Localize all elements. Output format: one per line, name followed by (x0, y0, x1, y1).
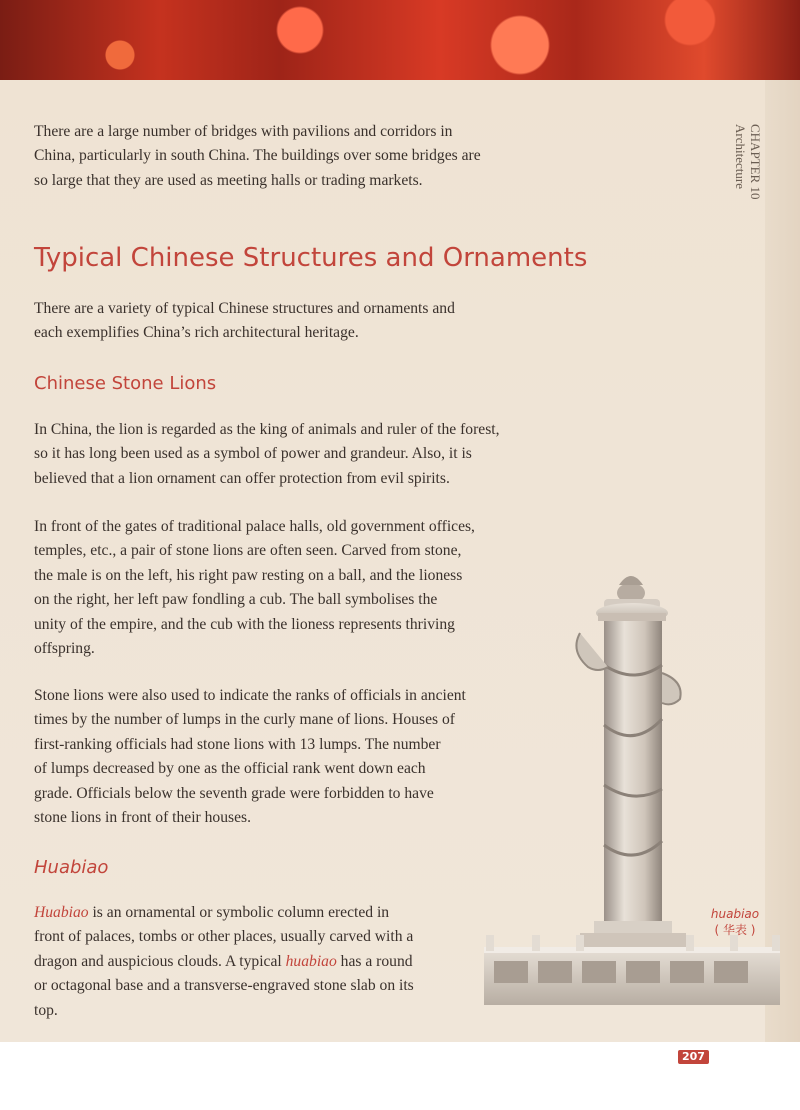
text-line: of lumps decreased by one as the official rank went down each (34, 760, 426, 778)
text-line: front of palaces, tombs or other places, usually carved with a (34, 928, 414, 946)
lions-paragraph-2 (34, 515, 475, 661)
chapter-tab (733, 124, 763, 199)
text-fragment: dragon and auspicious clouds. A typical (34, 952, 286, 970)
text-fragment: has a round (336, 952, 413, 970)
text-line: top. (34, 1001, 58, 1019)
lions-paragraph-1 (34, 418, 500, 491)
page-number: 207 (678, 1050, 709, 1064)
text-line: China, particularly in south China. The buildings over some bridges are (34, 147, 481, 165)
text-fragment: is an ornamental or symbolic column erected in (88, 904, 390, 921)
header-banner-image (0, 0, 800, 80)
chapter-number: CHAPTER 10 (748, 124, 763, 200)
text-line: offspring. (34, 640, 95, 658)
lions-paragraph-3 (34, 684, 466, 830)
caption-term: huabiao (710, 907, 760, 921)
huabiao-photo (476, 555, 786, 1010)
caption-chinese: ( 华表 ) (714, 923, 756, 937)
section-title: Typical Chinese Structures and Ornaments (34, 243, 588, 273)
huabiao-term: Huabiao (34, 904, 89, 921)
text-line: In front of the gates of traditional palace halls, old government offices, (34, 518, 475, 535)
chapter-title: Architecture (733, 124, 748, 189)
text-line (34, 901, 414, 925)
text-line: first-ranking officials had stone lions with 13 lumps. The number (34, 735, 441, 753)
text-line: so it has long been used as a symbol of power and grandeur. Also, it is (34, 445, 472, 463)
text-line: or octagonal base and a transverse-engraved stone slab on its (34, 977, 414, 995)
huabiao-term: huabiao (285, 952, 337, 970)
huabiao-heading: Huabiao (34, 857, 109, 878)
text-line: on the right, her left paw fondling a cub. The ball symbolises the (34, 591, 438, 609)
lions-heading: Chinese Stone Lions (34, 373, 217, 394)
text-line: stone lions in front of their houses. (34, 809, 251, 827)
photo-caption (706, 906, 764, 938)
text-line: There are a variety of typical Chinese structures and ornaments and (34, 300, 455, 317)
intro-paragraph (34, 120, 481, 193)
text-line: each exemplifies China’s rich architectural heritage. (34, 324, 359, 342)
text-line: the male is on the left, his right paw resting on a ball, and the lioness (34, 566, 463, 584)
huabiao-paragraph (34, 901, 414, 1023)
text-line: unity of the empire, and the cub with the lioness represents thriving (34, 615, 455, 633)
text-line: temples, etc., a pair of stone lions are often seen. Carved from stone, (34, 542, 462, 560)
text-line: believed that a lion ornament can offer protection from evil spirits. (34, 469, 450, 487)
text-line: There are a large number of bridges with pavilions and corridors in (34, 123, 453, 140)
text-line: grade. Officials below the seventh grade were forbidden to have (34, 784, 434, 802)
text-line: so large that they are used as meeting halls or trading markets. (34, 171, 423, 189)
text-line: In China, the lion is regarded as the king of animals and ruler of the forest, (34, 421, 500, 438)
text-line (34, 950, 414, 974)
huabiao-illustration (476, 555, 786, 1010)
text-line: times by the number of lumps in the curly mane of lions. Houses of (34, 711, 455, 729)
text-line: Stone lions were also used to indicate the ranks of officials in ancient (34, 687, 466, 704)
section-intro (34, 297, 455, 346)
